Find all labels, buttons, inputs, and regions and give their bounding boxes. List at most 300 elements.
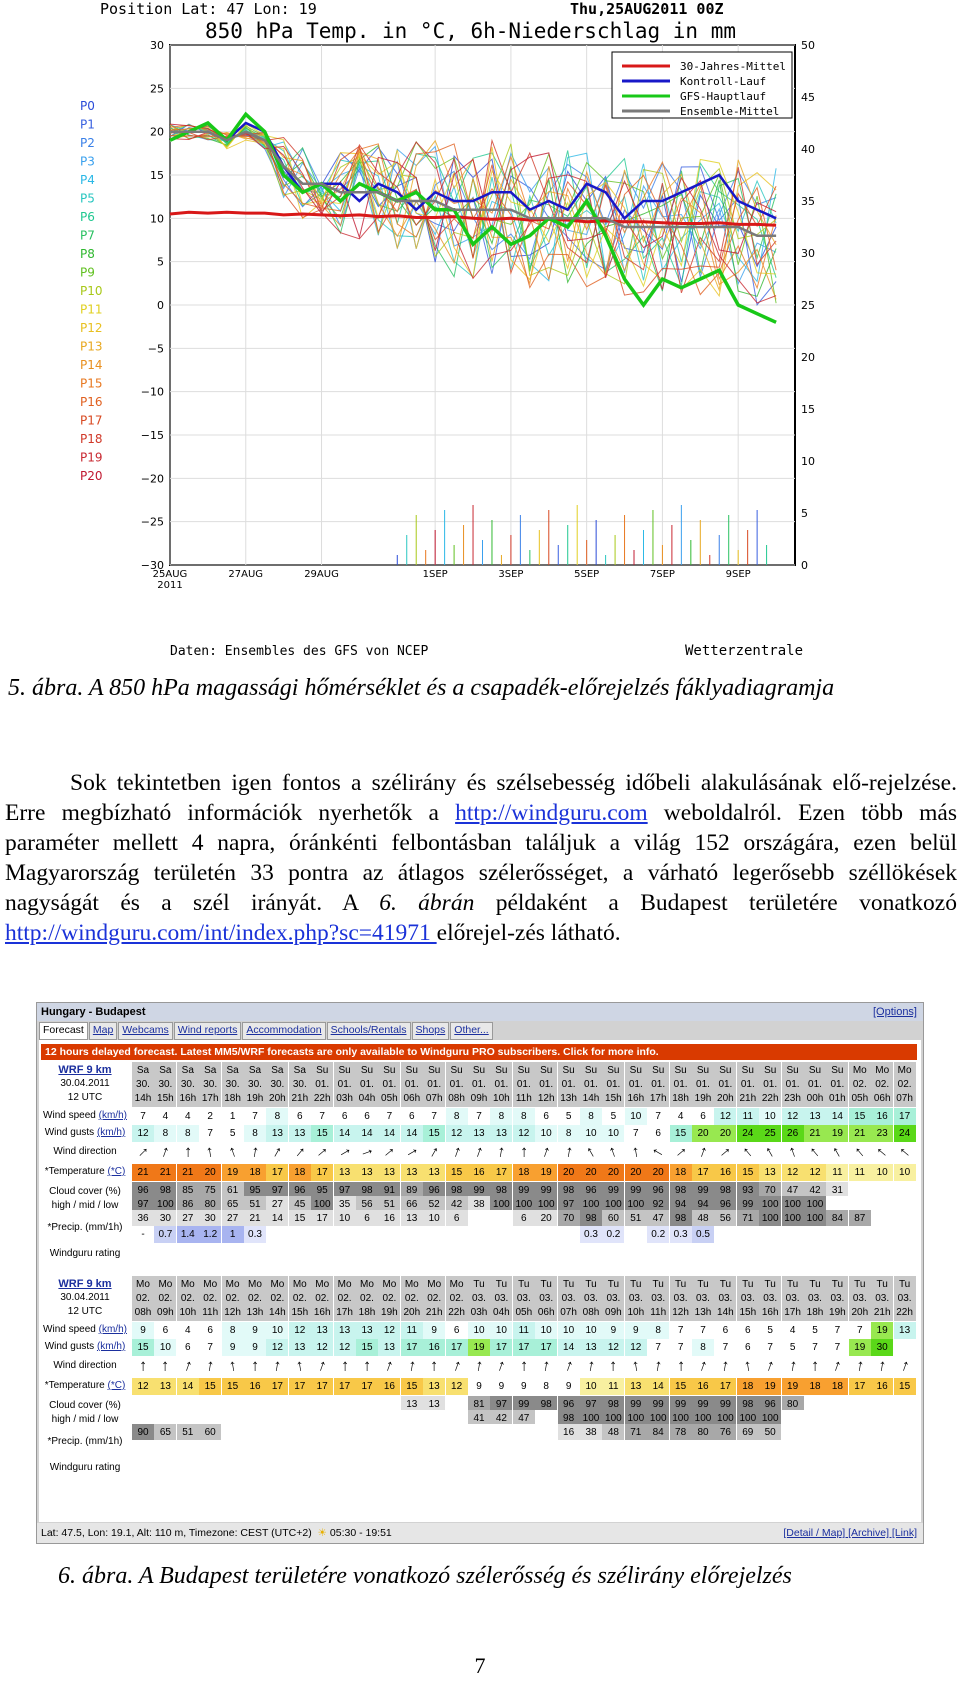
model-name-link[interactable]: WRF 9 km (58, 1064, 112, 1076)
cloud-low-value: 76 (714, 1424, 736, 1441)
forecast-hour: 07h (894, 1090, 916, 1107)
forecast-date-cell: 02. (199, 1290, 221, 1307)
tab-shops[interactable]: Shops (412, 1022, 450, 1040)
cloud-low-value: 48 (692, 1210, 714, 1227)
wind-speed-value: 13 (311, 1322, 333, 1339)
cloud-low-value (894, 1424, 916, 1441)
cloud-mid-value: 100 (670, 1410, 692, 1427)
legend-label: GFS-Hauptlauf (680, 90, 767, 103)
precipitation-value (714, 1226, 736, 1243)
wind-arrow-icon: ↓ (382, 1357, 397, 1376)
cloud-high-value: 99 (625, 1182, 647, 1199)
cloud-mid-value: 100 (311, 1196, 333, 1213)
cloud-low-value: 100 (804, 1210, 826, 1227)
forecast-hour: 18h (670, 1090, 692, 1107)
wind-arrow-icon: ↓ (648, 1144, 668, 1161)
wind-gust-value: 12 (602, 1339, 624, 1356)
forecast-date-cell: 01. (826, 1076, 848, 1093)
cloud-high-value: 97 (334, 1182, 356, 1199)
precipitation-value (849, 1440, 871, 1457)
cloud-low-value: 27 (177, 1210, 199, 1227)
cloud-high-value: 75 (199, 1182, 221, 1199)
forecast-hour: 19h (826, 1304, 848, 1321)
wind-speed-value: 19 (871, 1322, 893, 1339)
wind-speed-value: 16 (871, 1108, 893, 1125)
wind-arrow-icon: ↓ (763, 1357, 777, 1376)
forecast-date-cell: 03. (625, 1290, 647, 1307)
forecast-hour: 15h (602, 1090, 624, 1107)
wind-speed-value: 4 (154, 1108, 176, 1125)
chart-header-left: Position Lat: 47 Lon: 19 (100, 0, 317, 18)
wind-speed-value: 2 (199, 1108, 221, 1125)
temperature-value: 16 (692, 1378, 714, 1395)
chart-footer-right: Wetterzentrale (685, 643, 804, 659)
wind-speed-value: 5 (804, 1322, 826, 1339)
precipitation-value (535, 1440, 557, 1457)
precipitation-value: - (132, 1226, 154, 1243)
forecast-hour: 20h (849, 1304, 871, 1321)
forecast-day: Tu (580, 1276, 602, 1293)
cloud-low-value (513, 1424, 535, 1441)
temperature-value: 13 (423, 1378, 445, 1395)
temperature-unit-link[interactable]: (*C) (107, 1166, 126, 1177)
precipitation-value (266, 1226, 288, 1243)
temperature-text: *Temperature (44, 1166, 108, 1177)
precipitation-value (826, 1440, 848, 1457)
wind-arrow-icon: ↓ (426, 1143, 442, 1162)
wind-speed-label (39, 1324, 131, 1335)
cloud-low-value: 6 (356, 1210, 378, 1227)
cloud-mid-value: 41 (468, 1410, 490, 1427)
forecast-hour: 07h (558, 1304, 580, 1321)
wind-arrow-icon: ↓ (449, 1143, 464, 1162)
legend-label: Ensemble-Mittel (680, 105, 780, 118)
forecast-date-cell: 01. (580, 1076, 602, 1093)
temperature-value: 12 (782, 1164, 804, 1181)
wind-speed-value: 6 (401, 1108, 423, 1125)
x-tick-label: 3SEP (498, 569, 524, 580)
wind-arrow-icon: ↓ (315, 1357, 329, 1376)
cloud-high-value: 13 (401, 1396, 423, 1413)
forecast-hour: 08h (580, 1304, 602, 1321)
cloud-high-value: 98 (446, 1182, 468, 1199)
wind-unit-link[interactable]: (km/h) (98, 1324, 127, 1335)
forecast-date-cell: 30. (222, 1076, 244, 1093)
paragraph-text-1: Sok tekintetben igen fontos a szélirány és szélsebesség időbeli alakulásának elő-rejelzése. Erre megbízható információk nyerhetők a (5, 770, 957, 826)
tab-map[interactable]: Map (89, 1022, 117, 1040)
precipitation-value (894, 1440, 916, 1457)
wind-gust-value: 21 (804, 1125, 826, 1142)
temperature-value: 20 (580, 1164, 602, 1181)
wind-gust-value: 15 (311, 1125, 333, 1142)
temperature-value: 9 (468, 1378, 490, 1395)
cloud-mid-value: 56 (356, 1196, 378, 1213)
wind-arrow-icon: ↓ (357, 1145, 377, 1160)
forecast-day: Tu (759, 1276, 781, 1293)
cloud-low-value: 51 (625, 1210, 647, 1227)
wind-gust-value: 13 (289, 1339, 311, 1356)
tab-accommodation[interactable]: Accommodation (242, 1022, 325, 1040)
wind-gust-value: 15 (132, 1339, 154, 1356)
cloud-low-value: 78 (670, 1424, 692, 1441)
forecast-hour: 11h (647, 1304, 669, 1321)
precipitation-value (334, 1226, 356, 1243)
cloud-low-value: 48 (602, 1424, 624, 1441)
cloud-mid-value: 42 (446, 1196, 468, 1213)
forecast-day: Mo (378, 1276, 400, 1293)
cloud-mid-value: 100 (580, 1410, 602, 1427)
cloud-low-value: 16 (378, 1210, 400, 1227)
cloud-high-value: 96 (580, 1182, 602, 1199)
precipitation-value: 0.3 (244, 1226, 266, 1243)
precipitation-value (737, 1226, 759, 1243)
cloud-layers-label: high / mid / low (51, 1200, 119, 1211)
wind-gust-value: 26 (782, 1125, 804, 1142)
tab-wind-reports[interactable]: Wind reports (174, 1022, 242, 1040)
temperature-unit-link[interactable]: (*C) (107, 1380, 126, 1391)
wind-arrow-icon: ↓ (696, 1143, 710, 1162)
forecast-date-cell: 03. (535, 1290, 557, 1307)
windguru-budapest-link[interactable]: http://windguru.com/int/index.php?sc=41971 (5, 920, 437, 946)
wind-speed-value: 8 (446, 1108, 468, 1125)
wind-gust-value: 14 (558, 1339, 580, 1356)
y-right-tick-label: 35 (801, 195, 815, 208)
cloud-mid-value: 42 (490, 1410, 512, 1427)
wind-arrow-icon: ↓ (830, 1357, 845, 1376)
wind-arrow-icon: ↓ (806, 1143, 824, 1162)
temperature-value: 16 (244, 1378, 266, 1395)
precipitation-value (535, 1226, 557, 1243)
wind-arrow-icon: ↓ (873, 1143, 892, 1162)
tab-other[interactable]: Other... (450, 1022, 492, 1040)
precipitation-value (311, 1226, 333, 1243)
ensemble-member-label: P14 (80, 358, 103, 372)
forecast-date-cell: 03. (468, 1290, 490, 1307)
forecast-day: Mo (132, 1276, 154, 1293)
cloud-high-value: 97 (490, 1396, 512, 1413)
precipitation-value (490, 1440, 512, 1457)
y-right-tick-label: 45 (801, 91, 815, 104)
cloud-high-value: 99 (513, 1182, 535, 1199)
temperature-value: 15 (894, 1378, 916, 1395)
wind-arrow-icon: ↓ (540, 1357, 552, 1376)
wind-speed-value: 7 (826, 1322, 848, 1339)
cloud-high-value: 98 (558, 1182, 580, 1199)
cloud-low-value: 30 (199, 1210, 221, 1227)
forecast-hour: 03h (468, 1304, 490, 1321)
forecast-hour: 14h (714, 1304, 736, 1321)
forecast-date-cell: 01. (356, 1076, 378, 1093)
cloud-low-value (289, 1424, 311, 1441)
forecast-day: Mo (871, 1062, 893, 1079)
wind-gust-value: 12 (311, 1339, 333, 1356)
wind-gust-value: 8 (177, 1125, 199, 1142)
forecast-hour: 07h (423, 1090, 445, 1107)
wind-gust-value: 7 (199, 1125, 221, 1142)
forecast-block-1 (39, 1062, 921, 1272)
forecast-date-cell: 03. (490, 1290, 512, 1307)
cloud-mid-value: 100 (737, 1410, 759, 1427)
wind-arrow-icon: ↓ (652, 1357, 664, 1376)
temperature-value: 18 (826, 1378, 848, 1395)
x-tick-label: 25AUG (152, 569, 188, 580)
y-right-tick-label: 40 (801, 143, 815, 156)
cloud-high-value: 47 (782, 1182, 804, 1199)
forecast-date-cell: 02. (266, 1290, 288, 1307)
wind-unit-link[interactable]: (km/h) (96, 1341, 126, 1352)
temperature-value: 15 (401, 1378, 423, 1395)
precipitation-value: 0.7 (154, 1226, 176, 1243)
ensemble-member-label: P10 (80, 284, 103, 298)
cloud-low-value (871, 1210, 893, 1227)
precipitation-value (602, 1440, 624, 1457)
wind-gust-value: 6 (737, 1339, 759, 1356)
wind-arrow-icon: ↓ (313, 1143, 332, 1162)
wind-gust-value: 10 (602, 1125, 624, 1142)
cloud-low-value: 71 (737, 1210, 759, 1227)
cloud-low-value: 21 (244, 1210, 266, 1227)
forecast-day: Su (625, 1062, 647, 1079)
forecast-day: Sa (222, 1062, 244, 1079)
cloud-mid-value: 45 (289, 1196, 311, 1213)
forecast-hour: 05h (849, 1090, 871, 1107)
forecast-date-cell: 02. (871, 1076, 893, 1093)
cloud-high-value: 99 (468, 1182, 490, 1199)
tab-schools-rentals[interactable]: Schools/Rentals (327, 1022, 411, 1040)
temperature-value: 16 (714, 1164, 736, 1181)
cloud-low-value: 16 (558, 1424, 580, 1441)
wind-gust-value: 9 (244, 1339, 266, 1356)
wind-speed-value: 7 (670, 1322, 692, 1339)
forecast-day: Tu (692, 1276, 714, 1293)
forecast-date-cell: 30. (177, 1076, 199, 1093)
forecast-day: Mo (289, 1276, 311, 1293)
wind-gust-value: 13 (289, 1125, 311, 1142)
wind-gust-value: 5 (222, 1125, 244, 1142)
forecast-date-cell: 03. (558, 1290, 580, 1307)
delayed-forecast-alert[interactable]: 12 hours delayed forecast. Latest MM5/WRF forecasts are only available to Windguru PRO subscribers. Click for more info. (41, 1044, 917, 1060)
cloud-low-value: 60 (199, 1424, 221, 1441)
chart-header-right: Thu,25AUG2011 00Z (570, 0, 724, 18)
cloud-mid-value: 100 (692, 1410, 714, 1427)
wind-gust-value: 12 (334, 1339, 356, 1356)
forecast-hour: 14h (580, 1090, 602, 1107)
y-left-tick-label: −25 (140, 515, 164, 529)
precipitation-value (356, 1226, 378, 1243)
wind-unit-link[interactable]: (km/h) (96, 1127, 126, 1138)
forecast-day: Mo (356, 1276, 378, 1293)
wind-arrow-icon: ↓ (294, 1357, 306, 1376)
forecast-date-cell: 02. (334, 1290, 356, 1307)
wind-arrow-icon: ↓ (897, 1357, 912, 1376)
wind-speed-value: 6 (289, 1108, 311, 1125)
forecast-day: Mo (177, 1276, 199, 1293)
forecast-day: Su (468, 1062, 490, 1079)
cloud-layers-label: high / mid / low (51, 1414, 119, 1425)
cloud-low-value (894, 1210, 916, 1227)
y-right-tick-label: 0 (801, 559, 808, 572)
ensemble-member-label: P1 (80, 117, 95, 132)
precipitation-value (199, 1440, 221, 1457)
cloud-low-value (782, 1424, 804, 1441)
options-link[interactable]: [Options] (872, 1006, 917, 1018)
forecast-date-cell: 30. (199, 1076, 221, 1093)
ensemble-temperature-chart (70, 0, 880, 665)
forecast-day: Tu (737, 1276, 759, 1293)
forecast-date-cell: 01. (782, 1076, 804, 1093)
y-right-tick-label: 15 (801, 403, 815, 416)
forecast-day: Su (782, 1062, 804, 1079)
forecast-day: Mo (244, 1276, 266, 1293)
cloud-high-value: 85 (177, 1182, 199, 1199)
forecast-day: Sa (132, 1062, 154, 1079)
wind-gust-value: 7 (826, 1339, 848, 1356)
wind-gust-value: 15 (356, 1339, 378, 1356)
precipitation-value (468, 1440, 490, 1457)
temperature-value: 18 (804, 1378, 826, 1395)
forecast-day: Su (670, 1062, 692, 1079)
forecast-day: Mo (334, 1276, 356, 1293)
temperature-value: 17 (849, 1378, 871, 1395)
cloud-high-value: 95 (244, 1182, 266, 1199)
precipitation-value (446, 1440, 468, 1457)
model-name-link[interactable]: WRF 9 km (58, 1278, 112, 1290)
forecast-day: Su (804, 1062, 826, 1079)
precipitation-value (222, 1440, 244, 1457)
cloud-low-value (356, 1424, 378, 1441)
forecast-date-cell: 03. (670, 1290, 692, 1307)
forecast-hour: 08h (132, 1304, 154, 1321)
y-left-tick-label: 30 (150, 39, 164, 52)
footer-links[interactable]: [Detail / Map] [Archive] [Link] (783, 1527, 917, 1539)
wind-speed-value: 7 (849, 1322, 871, 1339)
ensemble-member-label: P3 (80, 154, 95, 169)
wind-arrow-icon: ↓ (158, 1143, 173, 1162)
wind-arrow-icon: ↓ (291, 1143, 309, 1162)
forecast-date-cell: 30. (266, 1076, 288, 1093)
cloud-low-value (468, 1210, 490, 1227)
precipitation-value (871, 1226, 893, 1243)
wind-speed-value: 6 (692, 1108, 714, 1125)
cloud-mid-value: 47 (513, 1410, 535, 1427)
cloud-low-value (468, 1424, 490, 1441)
forecast-day: Tu (670, 1276, 692, 1293)
wind-speed-value: 11 (401, 1322, 423, 1339)
wind-gust-value: 13 (266, 1125, 288, 1142)
temperature-value: 17 (356, 1378, 378, 1395)
cloud-mid-value: 97 (132, 1196, 154, 1213)
wind-speed-value: 7 (244, 1108, 266, 1125)
cloud-high-value: 99 (714, 1396, 736, 1413)
cloud-low-value (266, 1424, 288, 1441)
ensemble-member-label: P2 (80, 136, 95, 150)
wind-speed-value: 9 (132, 1322, 154, 1339)
forecast-date-cell: 02. (154, 1290, 176, 1307)
wind-unit-link[interactable]: (km/h) (98, 1110, 127, 1121)
cloud-low-value (446, 1424, 468, 1441)
x-tick-label: 1SEP (422, 569, 448, 580)
forecast-day: Tu (714, 1276, 736, 1293)
tab-forecast[interactable]: Forecast (39, 1022, 88, 1040)
precipitation-value: 1.2 (199, 1226, 221, 1243)
wind-gust-value: 8 (154, 1125, 176, 1142)
temperature-value: 12 (132, 1378, 154, 1395)
y-right-tick-label: 30 (801, 247, 815, 260)
y-left-tick-label: 25 (150, 82, 164, 96)
wind-gust-value: 23 (871, 1125, 893, 1142)
wind-speed-value: 11 (737, 1108, 759, 1125)
windguru-link[interactable]: http://windguru.com (455, 800, 648, 826)
wind-gusts-text: Wind gusts (44, 1127, 97, 1138)
wind-speed-value: 10 (558, 1322, 580, 1339)
forecast-hour: 06h (871, 1090, 893, 1107)
forecast-day: Tu (468, 1276, 490, 1293)
tab-webcams[interactable]: Webcams (118, 1022, 173, 1040)
cloud-mid-value: 98 (558, 1410, 580, 1427)
wind-gusts-label (39, 1341, 131, 1352)
chart-footer-left: Daten: Ensembles des GFS von NCEP (170, 644, 429, 659)
wind-speed-value: 4 (177, 1108, 199, 1125)
cloud-high-value: 99 (625, 1396, 647, 1413)
cloud-low-value (423, 1424, 445, 1441)
temperature-value: 20 (199, 1164, 221, 1181)
precipitation-value (401, 1226, 423, 1243)
forecast-day: Sa (244, 1062, 266, 1079)
wind-arrow-icon: ↓ (271, 1357, 283, 1376)
forecast-date-cell: 01. (378, 1076, 400, 1093)
wind-speed-value: 13 (894, 1322, 916, 1339)
cloud-mid-value: 27 (266, 1196, 288, 1213)
legend-label: 30-Jahres-Mittel (680, 60, 786, 73)
wind-speed-value: 7 (311, 1108, 333, 1125)
wind-gust-value: 30 (871, 1339, 893, 1356)
precipitation-value (378, 1440, 400, 1457)
wind-arrow-icon: ↓ (787, 1357, 799, 1376)
cloud-mid-value: 92 (647, 1196, 669, 1213)
temperature-value: 20 (647, 1164, 669, 1181)
forecast-day: Tu (558, 1276, 580, 1293)
wind-speed-value: 4 (670, 1108, 692, 1125)
forecast-hour: 15h (737, 1304, 759, 1321)
forecast-hour: 09h (154, 1304, 176, 1321)
temperature-value: 21 (177, 1164, 199, 1181)
forecast-day: Sa (177, 1062, 199, 1079)
forecast-hour: 22h (311, 1090, 333, 1107)
wind-arrow-icon: ↓ (251, 1358, 259, 1375)
cloud-high-value: 96 (647, 1182, 669, 1199)
forecast-date-cell: 03. (580, 1290, 602, 1307)
temperature-value: 13 (625, 1378, 647, 1395)
wind-gust-value: 24 (894, 1125, 916, 1142)
wind-arrow-icon: ↓ (430, 1358, 439, 1375)
wind-speed-value: 10 (759, 1108, 781, 1125)
cloud-low-value (871, 1424, 893, 1441)
temperature-value: 16 (378, 1378, 400, 1395)
cloud-low-value: 56 (714, 1210, 736, 1227)
ensemble-member-label: P15 (80, 376, 103, 391)
cloud-mid-value: 100 (154, 1196, 176, 1213)
y-left-tick-label: −5 (147, 342, 164, 356)
temperature-value: 15 (670, 1378, 692, 1395)
cloud-high-value: 93 (737, 1182, 759, 1199)
forecast-body (39, 1040, 921, 1522)
forecast-day: Sa (266, 1062, 288, 1079)
wind-gust-value: 24 (737, 1125, 759, 1142)
temperature-value: 21 (154, 1164, 176, 1181)
forecast-block-2 (39, 1276, 921, 1498)
wind-speed-value: 17 (894, 1108, 916, 1125)
forecast-day: Mo (849, 1062, 871, 1079)
